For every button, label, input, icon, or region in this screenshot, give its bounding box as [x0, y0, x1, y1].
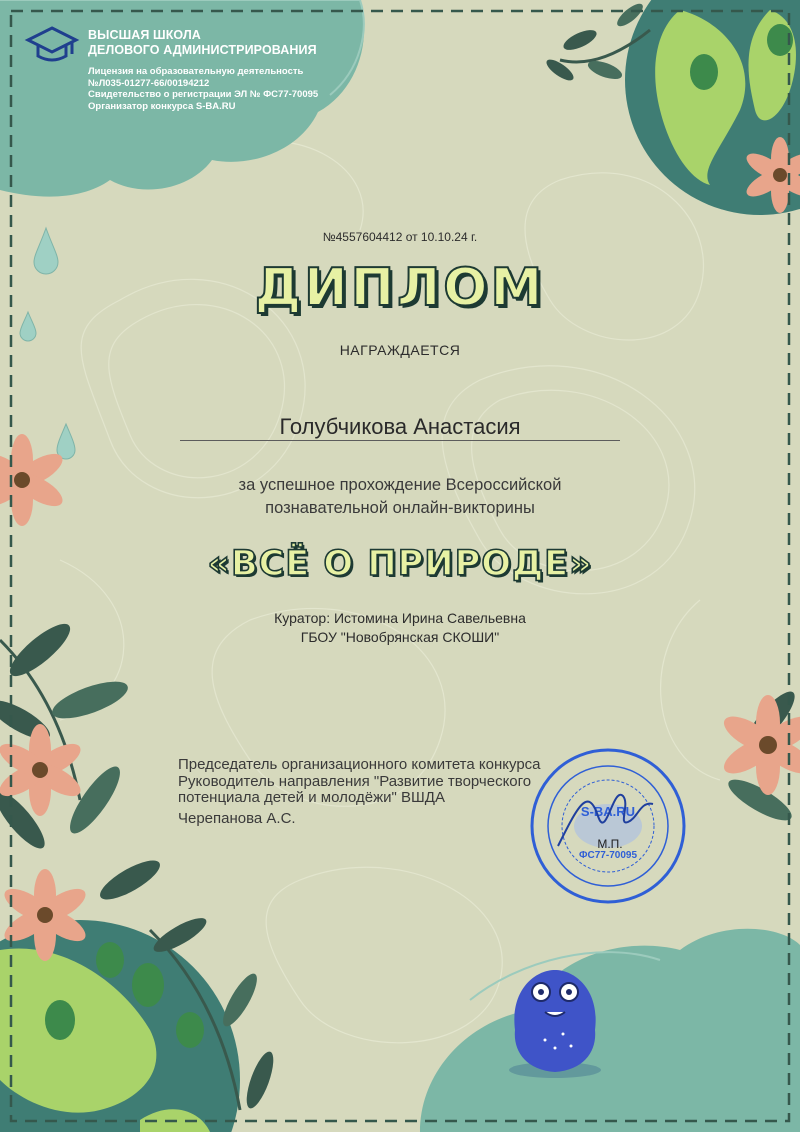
org-name-line1: ВЫСШАЯ ШКОЛА: [88, 28, 201, 42]
signature-block: [178, 757, 541, 827]
bottom-left-globe: [0, 920, 240, 1132]
diploma-title: ДИПЛОМ: [254, 258, 546, 318]
curator-name: Куратор: Истомина Ирина Савельевна: [274, 610, 526, 626]
official-stamp: [528, 746, 688, 906]
stamp-label: М.П.: [597, 837, 623, 851]
curator-block: [0, 609, 800, 647]
chair-title-line3: потенциала детей и молодёжи" ВШДА: [178, 789, 445, 806]
org-name-line2: ДЕЛОВОГО АДМИНИСТРИРОВАНИЯ: [88, 43, 317, 57]
school-name: ГБОУ "Новобрянская СКОШИ": [300, 629, 500, 645]
organizer-info: Организатор конкурса S-BA.RU: [88, 100, 236, 112]
diploma-number: №4557604412 от 10.10.24 г.: [322, 230, 478, 244]
chair-title-line1: Председатель организационного комитета конкурса: [178, 756, 541, 773]
recipient-underline: [180, 440, 620, 441]
license-line1: Лицензия на образовательную деятельность: [88, 66, 304, 77]
reason-line1: за успешное прохождение Всероссийской: [238, 476, 562, 494]
awarded-label: НАГРАЖДАЕТСЯ: [339, 342, 461, 358]
graduation-cap-logo-icon: [24, 24, 80, 68]
bottom-right-cloud: [420, 929, 800, 1132]
reason-line2: познавательной онлайн-викторины: [265, 499, 535, 517]
stamp-site: S-BA.RU: [580, 804, 636, 819]
license-line2: №Л035-01277-66/00194212: [88, 77, 210, 89]
event-title: «ВСЁ О ПРИРОДЕ»: [207, 544, 593, 584]
stamp-registration: ФС77-70095: [578, 850, 638, 861]
organization-header: [88, 28, 318, 112]
signer-name: Черепанова А.С.: [178, 809, 296, 827]
award-reason: [0, 474, 800, 520]
registration-info: Свидетельство о регистрации ЭЛ № ФС77-70095: [88, 89, 319, 100]
chair-title-line2: Руководитель направления "Развитие творческого: [178, 772, 532, 790]
recipient-name: Голубчикова Анастасия: [279, 414, 521, 439]
